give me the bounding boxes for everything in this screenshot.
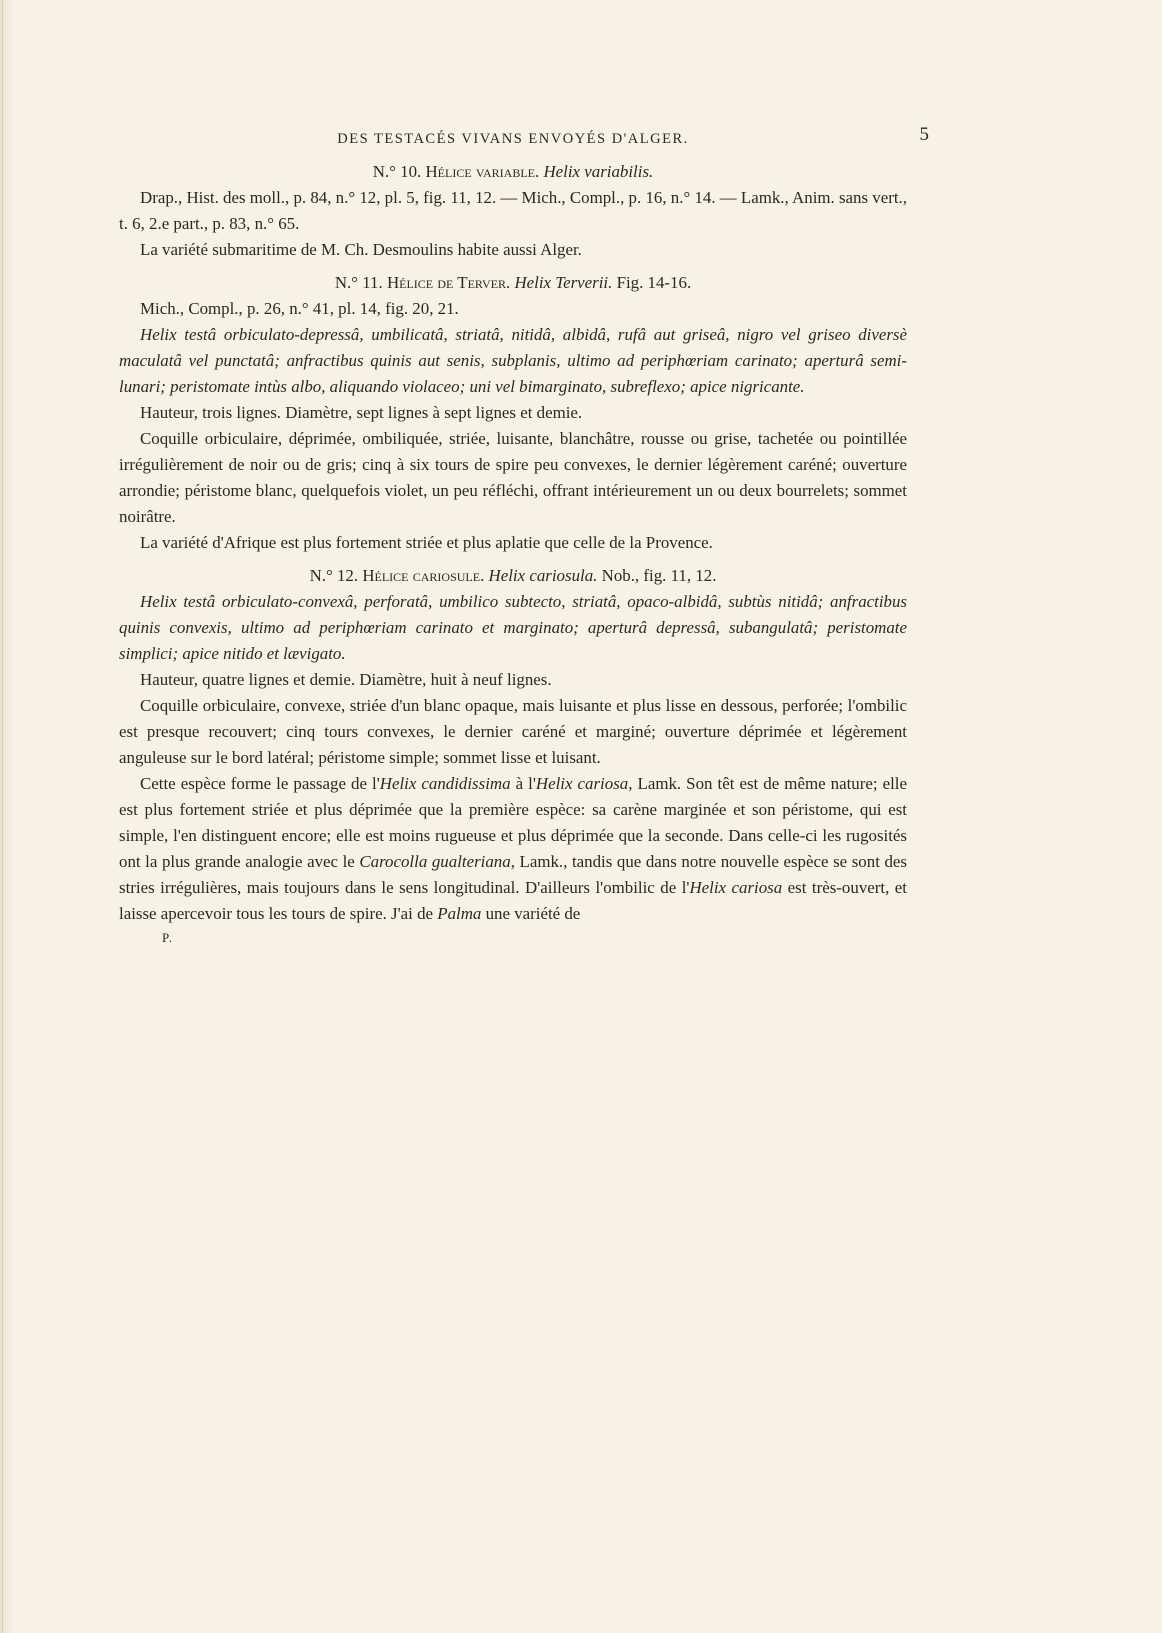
species-11-french-name: Hélice de Terver. bbox=[386, 273, 511, 292]
species-12-commentary bbox=[119, 771, 907, 927]
running-title: DES TESTACÉS VIVANS ENVOYÉS D'ALGER. bbox=[337, 131, 689, 147]
species-12-figure-ref: Nob., fig. 11, 12. bbox=[601, 566, 717, 585]
species-12-dimensions: Hauteur, quatre lignes et demie. Diamètre, huit à neuf lignes. bbox=[140, 670, 552, 689]
species-11-latin-description: Helix testâ orbiculato-depressâ, umbilicatâ, striatâ, nitidâ, albidâ, rufâ aut griseâ, nigro vel griseo diversè maculatâ vel punctatâ; anfractibus quinis aut senis, subplanis, ultimo ad periphœriam carinato; aperturâ semi-lunari; peristomate intùs albo, aliquando violaceo; uni vel bimarginato, subreflexo; apice nigricante. bbox=[119, 325, 907, 396]
commentary-text-2: à l' bbox=[510, 774, 536, 793]
species-11-heading bbox=[119, 270, 907, 296]
species-11-number: N.° 11. bbox=[334, 273, 383, 292]
species-10-french-name: Hélice variable. bbox=[425, 162, 540, 181]
species-11-note: La variété d'Afrique est plus fortement striée et plus aplatie que celle de la Provence. bbox=[140, 533, 713, 552]
species-10-note: La variété submaritime de M. Ch. Desmoulins habite aussi Alger. bbox=[140, 240, 582, 259]
page-number: 5 bbox=[919, 124, 929, 145]
page-edge-line bbox=[2, 0, 3, 1633]
commentary-text-1: Cette espèce forme le passage de l' bbox=[140, 774, 380, 793]
page-content bbox=[119, 124, 929, 949]
species-12-latin-description: Helix testâ orbiculato-convexâ, perforatâ, umbilico subtecto, striatâ, opaco-albidâ, subtùs nitidâ; anfractibus quinis convexis, ultimo ad periphœriam carinato et marginato; aperturâ depressâ, subangulatâ; peristomate simplici; apice nitido et lævigato. bbox=[119, 592, 907, 663]
commentary-helix-cariosa: Helix cariosa bbox=[535, 774, 629, 793]
commentary-text-6: une variété de bbox=[481, 904, 581, 923]
commentary-palma: Palma bbox=[437, 904, 482, 923]
commentary-helix-candidissima: Helix candidissima bbox=[379, 774, 511, 793]
commentary-helix-cariosa-2: Helix cariosa bbox=[689, 878, 783, 897]
species-11-description: Coquille orbiculaire, déprimée, ombiliquée, striée, luisante, blanchâtre, rousse ou grise, tachetée ou pointillée irrégulièrement de noir ou de gris; cinq à six tours de spire peu convexes, le dernier légèrement caréné; ouverture arrondie; péristome blanc, quelquefois violet, un peu réfléchi, offrant intérieurement un ou deux bourrelets; sommet noirâtre. bbox=[119, 429, 907, 526]
species-12-heading bbox=[119, 563, 907, 589]
species-10-references: Drap., Hist. des moll., p. 84, n.° 12, pl. 5, fig. 11, 12. — Mich., Compl., p. 16, n.° 14. — Lamk., Anim. sans vert., t. 6, 2.e part., p. 83, n.° 65. bbox=[119, 188, 907, 233]
species-12-description: Coquille orbiculaire, convexe, striée d'un blanc opaque, mais luisante et plus lisse en dessous, perforée; l'ombilic est presque recouvert; cinq tours convexes, le dernier caréné et marginé; ouverture déprimée et légèrement anguleuse sur le bord latéral; péristome simple; sommet lisse et luisant. bbox=[119, 696, 907, 767]
species-11-latin-name: Helix Terverii. bbox=[514, 273, 613, 292]
species-11-dimensions: Hauteur, trois lignes. Diamètre, sept lignes à sept lignes et demie. bbox=[140, 403, 583, 422]
species-11-references: Mich., Compl., p. 26, n.° 41, pl. 14, fig. 20, 21. bbox=[140, 299, 459, 318]
commentary-carocolla: Carocolla gualteriana bbox=[359, 852, 511, 871]
species-12-number: N.° 12. bbox=[309, 566, 359, 585]
commentary-text-5: est très-ouvert, et laisse apercevoir tous les tours de spire. J'ai de bbox=[119, 878, 907, 923]
species-11-figure-ref: Fig. 14-16. bbox=[616, 273, 692, 292]
commentary-text-4: , Lamk., tandis que dans notre nouvelle espèce se sont des stries irrégulières, mais toujours dans le sens longitudinal. D'ailleurs l'ombilic de l' bbox=[119, 852, 908, 897]
species-12-french-name: Hélice cariosule. bbox=[362, 566, 485, 585]
signature-mark: P. bbox=[162, 930, 174, 945]
species-10-heading bbox=[119, 159, 907, 185]
species-12-latin-name: Helix cariosula. bbox=[488, 566, 598, 585]
species-10-number: N.° 10. bbox=[372, 162, 422, 181]
running-head bbox=[119, 124, 929, 152]
species-10-latin-name: Helix variabilis. bbox=[543, 162, 654, 181]
commentary-text-3: , Lamk. Son têt est de même nature; elle est plus fortement striée et plus déprimée que la première espèce: sa carène marginée et son péristome, qui est simple, l'en distinguent encore; elle est moins rugueuse et plus déprimée que la seconde. Dans celle-ci les rugosités ont la plus grande analogie avec le bbox=[119, 774, 907, 871]
